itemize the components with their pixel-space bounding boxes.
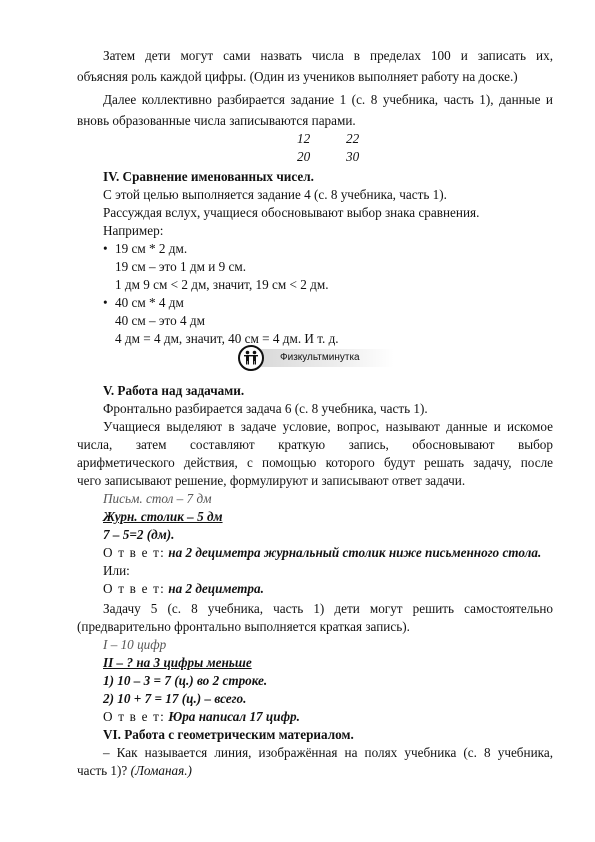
answer-line: О т в е т: на 2 дециметра.	[103, 581, 264, 596]
number-pair-value: 12	[297, 131, 311, 146]
paragraph-line: (предварительно фронтально выполняется краткая запись).	[77, 619, 410, 634]
list-item-detail: 19 см – это 1 дм и 9 см.	[115, 259, 246, 274]
list-item-detail: 4 дм = 4 дм, значит, 40 см = 4 дм. И т. д.	[115, 331, 339, 346]
short-note-line: I – 10 цифр	[103, 637, 167, 652]
paragraph-line: Фронтально разбирается задача 6 (с. 8 учебника, часть 1).	[103, 401, 428, 416]
short-note-line: II – ? на 3 цифры меньше	[103, 655, 252, 670]
list-item: 19 см * 2 дм.	[115, 241, 188, 256]
banner-label: Физкультминутка	[280, 352, 360, 363]
answer-line: О т в е т: Юра написал 17 цифр.	[103, 709, 300, 724]
short-note-line: Письм. стол – 7 дм	[103, 491, 212, 506]
word: составляют	[190, 437, 255, 452]
short-note-line: Журн. столик – 5 дм	[103, 509, 223, 524]
answer-line: О т в е т: на 2 дециметра журнальный столик ниже письменного стола.	[103, 545, 542, 560]
paragraph-line: часть 1)? (Ломаная.)	[77, 763, 192, 778]
solution-line: 7 – 5=2 (дм).	[103, 527, 175, 542]
bullet-icon: •	[103, 295, 108, 310]
paragraph-line: Рассуждая вслух, учащиеся обосновывают выбор знака сравнения.	[103, 205, 480, 220]
paragraph-line: Затем дети могут сами назвать числа в пределах 100 и записать их,	[103, 48, 553, 63]
paragraph-line: С этой целью выполняется задание 4 (с. 8 учебника, часть 1).	[103, 187, 447, 202]
section-heading: V. Работа над задачами.	[103, 383, 245, 398]
paragraph-line: – Как называется линия, изображённая на полях учебника (с. 8 учебника,	[103, 745, 553, 760]
bullet-icon: •	[103, 241, 108, 256]
section-heading: IV. Сравнение именованных чисел.	[103, 169, 314, 184]
word: выбор	[518, 437, 553, 452]
number-pair-value: 30	[346, 149, 360, 164]
list-item-detail: 40 см – это 4 дм	[115, 313, 205, 328]
paragraph-line	[77, 436, 553, 454]
physical-break-banner	[238, 345, 394, 371]
paragraph-line: объясняя роль каждой цифры. (Один из учеников выполняет работу на доске.)	[77, 69, 518, 84]
number-pair-value: 22	[346, 131, 360, 146]
paragraph-line: Например:	[103, 223, 164, 238]
paragraph-line: чего записывают решение, формулируют и записывают ответ задачи.	[77, 473, 466, 488]
list-item: 40 см * 4 дм	[115, 295, 184, 310]
paragraph-line: Задачу 5 (с. 8 учебника, часть 1) дети могут решить самостоятельно	[103, 601, 553, 616]
paragraph-line: Или:	[103, 563, 130, 578]
paragraph-line: Учащиеся выделяют в задаче условие, вопрос, называют данные и искомое	[103, 419, 553, 434]
section-heading: VI. Работа с геометрическим материалом.	[103, 727, 354, 742]
word: запись,	[348, 437, 389, 452]
word: краткую	[278, 437, 326, 452]
word: числа,	[77, 437, 113, 452]
word: затем	[135, 437, 167, 452]
paragraph-line: арифметического действия, с помощью которого будут решать задачу, после	[77, 455, 553, 470]
paragraph-line: вновь образованные числа записываются парами.	[77, 113, 356, 128]
solution-line: 1) 10 – 3 = 7 (ц.) во 2 строке.	[103, 673, 268, 688]
solution-line: 2) 10 + 7 = 17 (ц.) – всего.	[103, 691, 247, 706]
number-pair-value: 20	[297, 149, 311, 164]
list-item-detail: 1 дм 9 см < 2 дм, значит, 19 см < 2 дм.	[115, 277, 329, 292]
word: обосновывают	[412, 437, 495, 452]
paragraph-line: Далее коллективно разбирается задание 1 (с. 8 учебника, часть 1), данные и	[103, 92, 553, 107]
